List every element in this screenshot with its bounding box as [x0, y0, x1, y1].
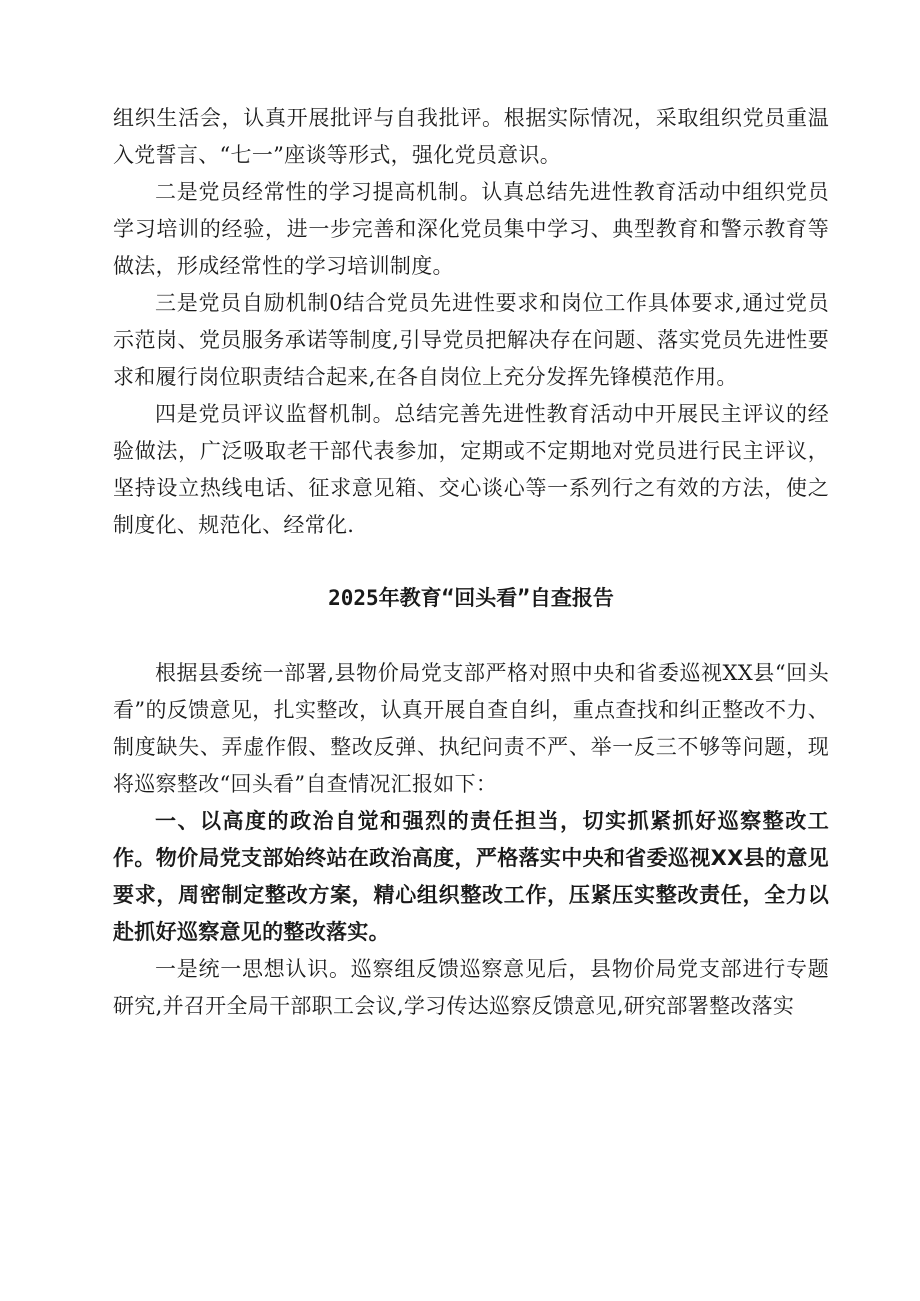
paragraph-self-motivation-mechanism: 三是党员自励机制0结合党员先进性要求和岗位工作具体要求,通过党员示范岗、党员服务承诺等制度,引导党员把解决存在问题、落实党员先进性要求和履行岗位职责结合起来,在各自岗位上充分发挥先锋模范作用。 [113, 291, 829, 389]
paragraph-intro: 根据县委统一部署,县物价局党支部严格对照中央和省委巡视XX县“回头看”的反馈意见，扎实整改，认真开展自查自纠，重点查找和纠正整改不力、制度缺失、弄虚作假、整改反弹、执纪问责不严、举一反三不够等问题，现将巡察整改“回头看”自查情况汇报如下： [113, 661, 829, 796]
paragraph-continuation: 组织生活会，认真开展批评与自我批评。根据实际情况，采取组织党员重温入党誓言、“七一”座谈等形式，强化党员意识。 [113, 106, 829, 167]
report-title: 2025年教育“回头看”自查报告 [328, 586, 614, 610]
paragraph-evaluation-mechanism: 四是党员评议监督机制。总结完善先进性教育活动中开展民主评议的经验做法，广泛吸取老干部代表参加，定期或不定期地对党员进行民主评议，坚持设立热线电话、征求意见箱、交心谈心等一系列行之有效的方法，使之制度化、规范化、经常化. [113, 402, 829, 537]
paragraph-section-one-heading: 一、以高度的政治自觉和强烈的责任担当，切实抓紧抓好巡察整改工作。物价局党支部始终站在政治高度，严格落实中央和省委巡视XX县的意见要求，周密制定整改方案，精心组织整改工作，压紧压实整改责任，全力以赴抓好巡察意见的整改落实。 [113, 809, 829, 944]
paragraph-learning-mechanism: 二是党员经常性的学习提高机制。认真总结先进性教育活动中组织党员学习培训的经验，进一步完善和深化党员集中学习、典型教育和警示教育等做法，形成经常性的学习培训制度。 [113, 180, 829, 278]
paragraph-unify-thinking: 一是统一思想认识。巡察组反馈巡察意见后，县物价局党支部进行专题研究,并召开全局干部职工会议,学习传达巡察反馈意见,研究部署整改落实 [113, 957, 829, 1018]
document-page [113, 100, 829, 1025]
